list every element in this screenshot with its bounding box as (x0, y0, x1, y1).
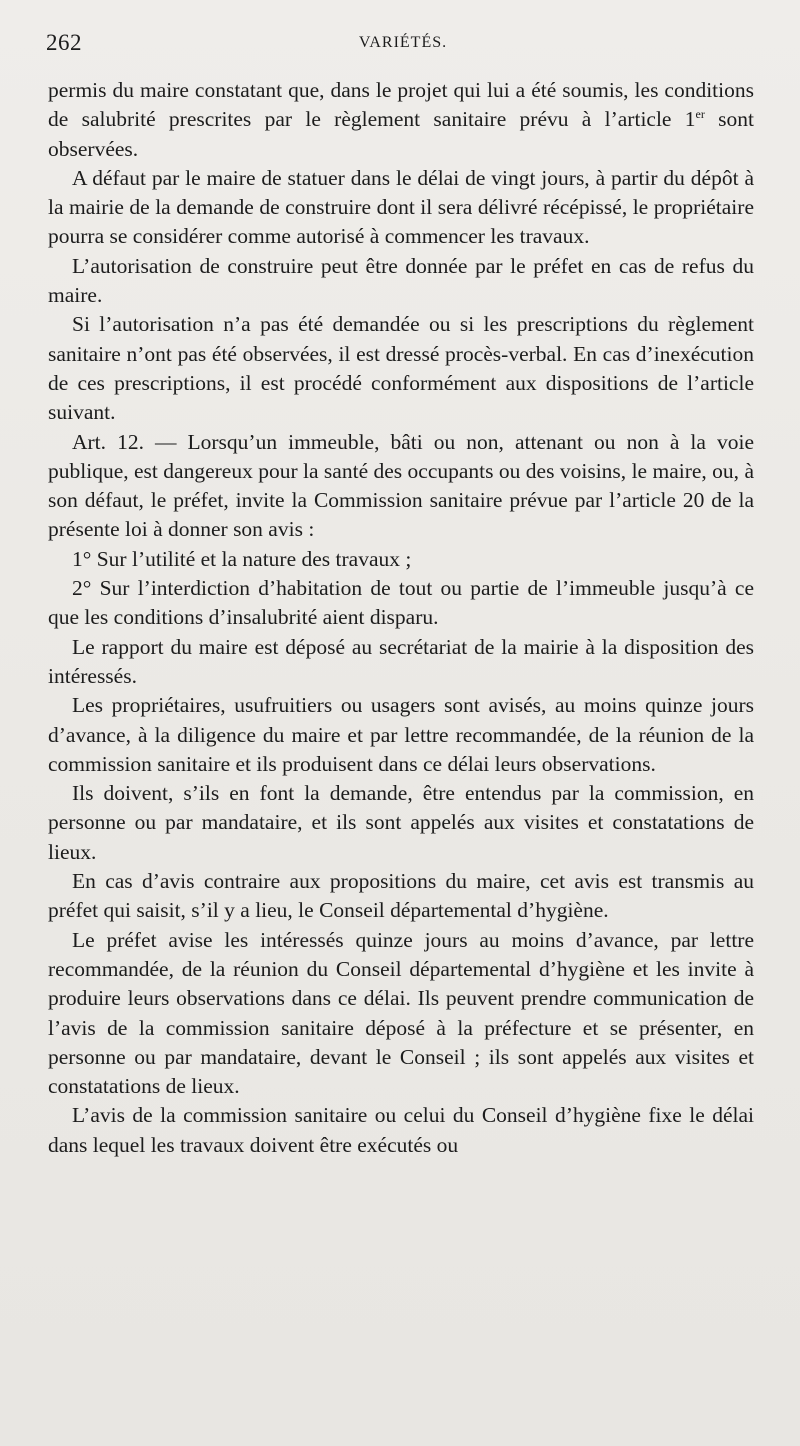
paragraph: Les propriétaires, usufruitiers ou usagers sont avisés, au moins quinze jours d’avance, à la diligence du maire et par lettre recommandée, de la réunion de la commission sanitaire et ils produisent dans ce délai leurs observations. (48, 693, 754, 776)
paragraph: Si l’autorisation n’a pas été demandée ou si les prescriptions du règlement sanitaire n’ont pas été observées, il est dressé procès-verbal. En cas d’inexécution de ces prescriptions, il est procédé conformément aux dispositions de l’article suivant. (48, 312, 754, 425)
paragraph-text: permis du maire constatant que, dans le projet qui lui a été soumis, les conditions de salubrité prescrites par le règlement sanitaire prévu à l’article 1 (48, 78, 754, 132)
list-item: 2° Sur l’interdiction d’habitation de tout ou partie de l’immeuble jusqu’à ce que les conditions d’insalubrité aient disparu. (48, 576, 754, 630)
paragraph: Le rapport du maire est déposé au secrétariat de la mairie à la disposition des intéressés. (48, 634, 754, 688)
list-item: 1° Sur l’utilité et la nature des travaux ; (72, 546, 412, 571)
page-header (46, 30, 760, 60)
superscript: er (695, 107, 705, 122)
paragraph: L’autorisation de construire peut être donnée par le préfet en cas de refus du maire. (48, 253, 754, 308)
paragraph: A défaut par le maire de statuer dans le délai de vingt jours, à partir du dépôt à la mairie de la demande de construire dont il sera délivré récépissé, le propriétaire pourra se considérer comme autorisé à commencer les travaux. (48, 165, 754, 249)
paragraph-continuation (48, 76, 754, 164)
running-title: VARIÉTÉS. (358, 34, 448, 51)
paragraph: L’avis de la commission sanitaire ou celui du Conseil d’hygiène fixe le délai dans lequel les travaux doivent être exécutés ou (48, 1103, 754, 1157)
article-12-paragraph: Art. 12. — Lorsqu’un immeuble, bâti ou non, attenant ou non à la voie publique, est dangereux pour la santé des occupants ou des voisins, le maire, ou, à son défaut, le préfet, invite la Commission sanitaire prévue par l’article 20 de la présente loi à donner son avis : (48, 429, 754, 542)
page-number: 262 (46, 30, 82, 55)
body-text (48, 76, 754, 1160)
paragraph-text-end: sont observées. (48, 107, 754, 161)
paragraph: Le préfet avise les intéressés quinze jours au moins d’avance, par lettre recommandée, de la réunion du Conseil départemental d’hygiène et les invite à produire leurs observations dans ce délai. Ils peuvent prendre communication de l’avis de la commission sanitaire déposé à la préfecture et se présenter, en personne ou par mandataire, devant le Conseil ; ils sont appelés aux visites et constatations de lieux. (48, 927, 754, 1099)
paragraph: Ils doivent, s’ils en font la demande, être entendus par la commission, en personne ou par mandataire, et ils sont appelés aux visites et constatations de lieux. (48, 781, 754, 864)
paragraph: En cas d’avis contraire aux propositions du maire, cet avis est transmis au préfet qui saisit, s’il y a lieu, le Conseil départemental d’hygiène. (48, 869, 754, 923)
